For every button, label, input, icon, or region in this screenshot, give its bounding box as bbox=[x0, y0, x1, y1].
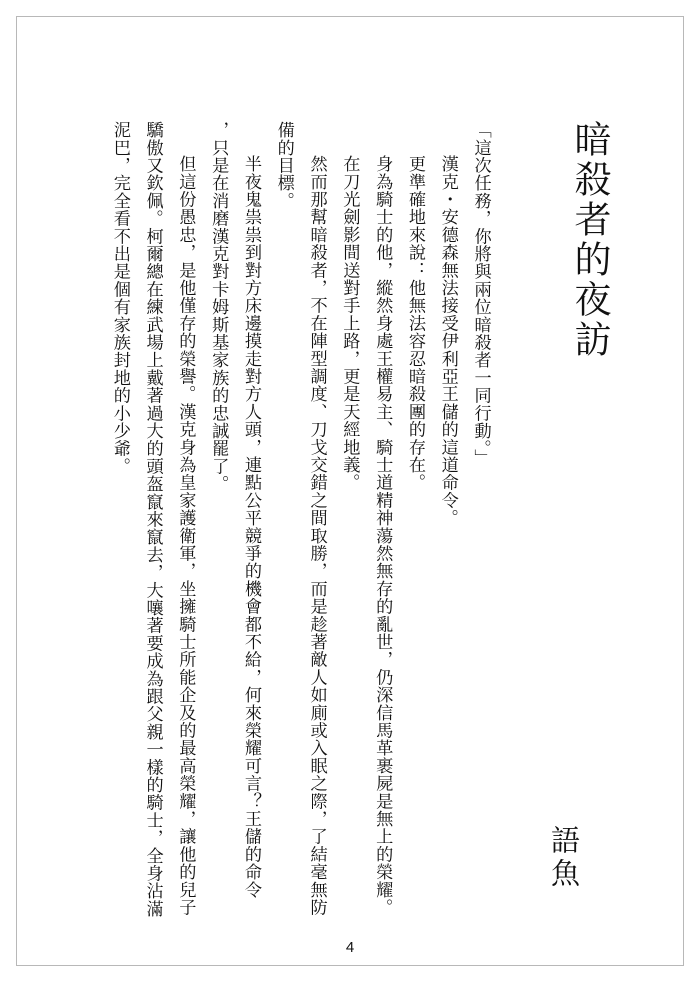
paragraph-3: 更準確地來說：他無法容忍暗殺團的存在。 bbox=[404, 155, 425, 492]
body-text bbox=[103, 121, 497, 951]
author-name: 語魚 bbox=[547, 825, 581, 891]
chapter-title: 暗殺者的夜訪 bbox=[568, 120, 611, 360]
paragraph-7: 半夜鬼祟祟到對方床邊摸走對方人頭，連點公平競爭的機會都不給，何來榮耀可言？王儲的命令 ，只是在消磨漢克對卡姆斯基家族的忠誠罷了。 bbox=[208, 121, 261, 899]
paragraph-8: 但這份愚忠，是他僅存的榮譽。漢克身為皇家護衛軍，坐擁騎士所能企及的最高榮耀，讓他的兒子 驕傲又欽佩。柯爾總在練武場上戴著過大的頭盔竄來竄去，大嚷著要成為跟父親一樣的騎士，全身沾滿 泥巴，完全看不出是個有家族封地的小少爺。 bbox=[109, 121, 196, 918]
paragraph-5: 在刀光劍影間送對手上路，更是天經地義。 bbox=[339, 155, 360, 492]
paragraph-2: 漢克・安德森無法接受伊利亞王儲的這道命令。 bbox=[437, 155, 458, 528]
book-page bbox=[16, 16, 684, 966]
paragraph-4: 身為騎士的他，縱然身處王權易主、騎士道精神蕩然無存的亂世，仍深信馬革裹屍是無上的榮耀。 bbox=[372, 155, 393, 917]
page-number: 4 bbox=[345, 939, 355, 956]
paragraph-1: 「這次任務，你將與兩位暗殺者一同行動。」 bbox=[470, 121, 491, 467]
paragraph-6: 然而那幫暗殺者，不在陣型調度、刀戈交錯之間取勝，而是趁著敵人如廁或入眠之際，了結毫無防 備的目標。 bbox=[273, 121, 327, 917]
